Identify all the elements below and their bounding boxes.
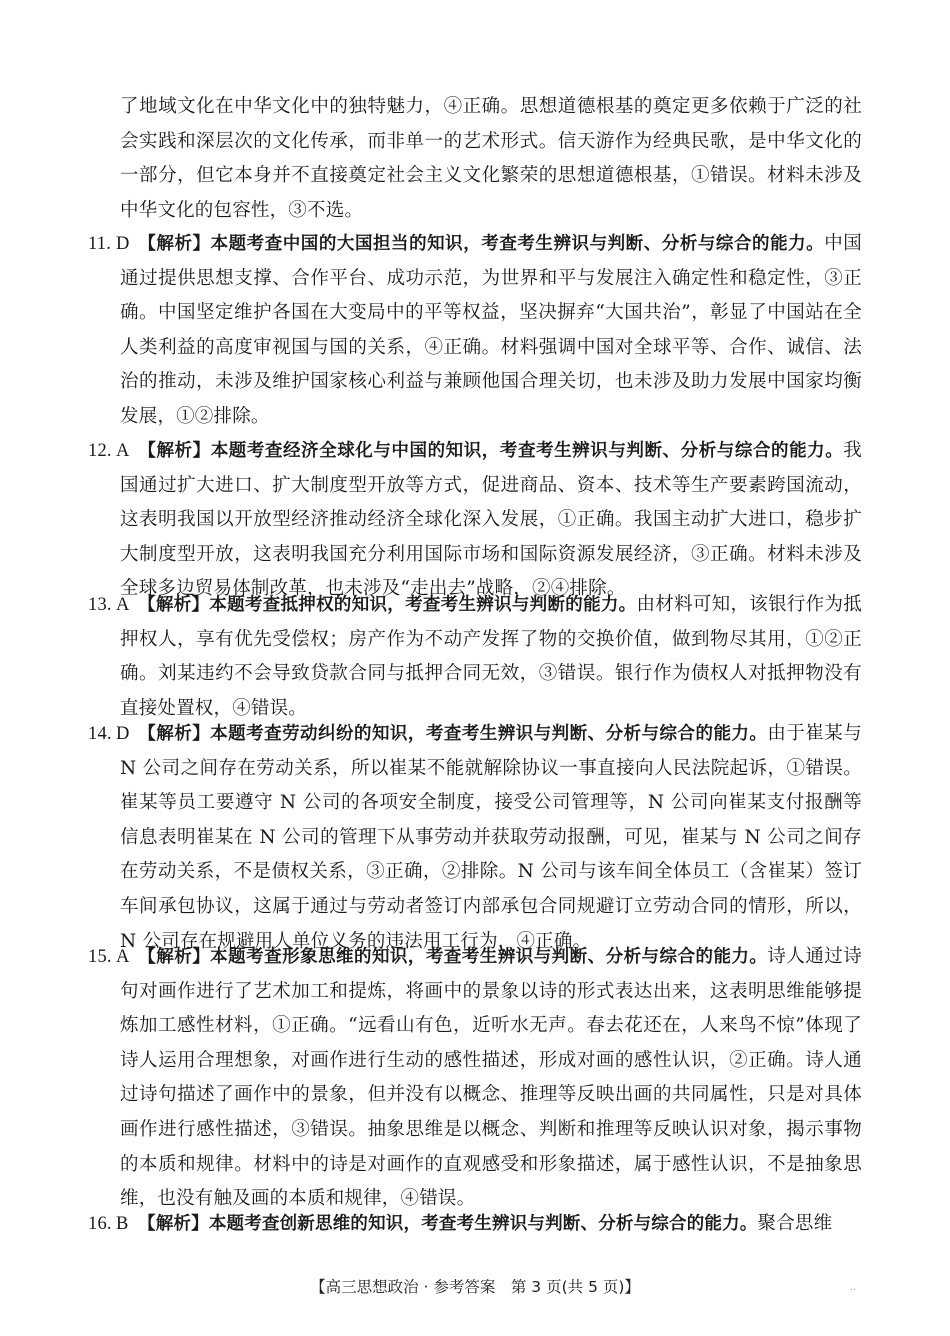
question-15 [88, 940, 862, 1217]
question-body [88, 434, 862, 607]
continued-paragraph-text: 了地域文化在中华文化中的独特魅力，④正确。思想道德根基的奠定更多依赖于广泛的社会实践和深层次的文化传承，而非单一的艺术形式。信天游作为经典民歌，是中华文化的一部分，但它本身并不直接奠定社会主义文化繁荣的思想道德根基，①错误。材料未涉及中华文化的包容性，③不选。 [120, 96, 862, 221]
question-body [88, 717, 862, 959]
question-16 [88, 1207, 862, 1242]
question-12 [88, 434, 862, 607]
analysis-intro: 本题考查中国的大国担当的知识，考查考生辨识与判断、分析与综合的能力。 [210, 234, 825, 254]
corner-mark: .. [850, 1282, 857, 1293]
analysis-tag: 【解析】 [138, 595, 210, 615]
analysis-tag: 【解析】 [138, 441, 211, 461]
question-number: 14. [88, 724, 112, 744]
question-body [88, 227, 862, 435]
answer-letter: B [116, 1214, 129, 1234]
analysis-text: 聚合思维 [757, 1213, 833, 1234]
analysis-text: 我国通过扩大进口、扩大制度型开放等方式，促进商品、资本、技术等生产要素跨国流动，这表明我国以开放型经济推动经济全球化深入发展，①正确。我国主动扩大进口，稳步扩大制度型开放，这表明我国充分利用国际市场和国际资源发展经济，③正确。材料未涉及全球多边贸易体制改革，也未涉及“走出去”战略，②④排除。 [120, 440, 862, 600]
answer-letter: A [116, 441, 130, 461]
question-number: 16. [88, 1214, 112, 1234]
question-number: 13. [88, 595, 112, 615]
analysis-intro: 本题考查抵押权的知识，考查考生辨识与判断的能力。 [209, 595, 637, 615]
answer-letter: D [116, 724, 130, 744]
question-body [88, 940, 862, 1217]
analysis-intro: 本题考查形象思维的知识，考查考生辨识与判断、分析与综合的能力。 [210, 947, 768, 967]
analysis-text: 中国通过提供思想支撑、合作平台、成功示范，为世界和平与发展注入确定性和稳定性，③正确。中国坚定维护各国在大变局中的平等权益，坚决摒弃“大国共治”，彰显了中国站在全人类利益的高度审视国与国的关系，④正确。材料强调中国对全球平等、合作、诚信、法治的推动，未涉及维护国家核心利益与兼顾他国合理关切，也未涉及助力发展中国家均衡发展，①②排除。 [120, 233, 862, 427]
answer-letter: A [116, 595, 130, 615]
question-body [88, 588, 862, 726]
analysis-text: 由于崔某与 N 公司之间存在劳动关系，所以崔某不能就解除协议一事直接向人民法院起诉，①错误。崔某等员工要遵守 N 公司的各项安全制度，接受公司管理等，N 公司向崔某支付报酬等信息表明崔某在 N 公司的管理下从事劳动并获取劳动报酬，可见，崔某与 N 公司之间存在劳动关系，不是债权关系，③正确，②排除。N 公司与该车间全体员工（含崔某）签订车间承包协议，这属于通过与劳动者签订内部承包合同规避订立劳动合同的情形，所以，N 公司存在规避用人单位义务的违法用工行为，④正确。 [120, 723, 862, 952]
analysis-text: 诗人通过诗句对画作进行了艺术加工和提炼，将画中的景象以诗的形式表达出来，这表明思维能够提炼加工感性材料，①正确。“远看山有色，近听水无声。春去花还在，人来鸟不惊”体现了诗人运用合理想象，对画作进行生动的感性描述，形成对画的感性认识，②正确。诗人通过诗句描述了画作中的景象，但并没有以概念、推理等反映出画的共同属性，只是对具体画作进行感性描述，③错误。抽象思维是以概念、判断和推理等反映认识对象，揭示事物的本质和规律。材料中的诗是对画作的直观感受和形象描述，属于感性认识，不是抽象思维，也没有触及画的本质和规律，④错误。 [120, 946, 862, 1210]
question-body [88, 1207, 862, 1242]
page-footer: 【高三思想政治 · 参考答案 第 3 页(共 5 页)】 [310, 1278, 640, 1296]
analysis-tag: 【解析】 [138, 947, 211, 967]
analysis-text: 由材料可知，该银行作为抵押权人，享有优先受偿权；房产作为不动产发挥了物的交换价值，做到物尽其用，①②正确。刘某违约不会导致贷款合同与抵押合同无效，③错误。银行作为债权人对抵押物没有直接处置权，④错误。 [120, 594, 862, 719]
answer-letter: A [116, 947, 130, 967]
question-13 [88, 588, 862, 726]
question-number: 15. [88, 947, 112, 967]
answer-letter: D [116, 234, 130, 254]
question-number: 12. [88, 441, 112, 461]
question-11 [88, 227, 862, 435]
continued-paragraph [120, 90, 862, 228]
analysis-tag: 【解析】 [138, 724, 211, 744]
analysis-tag: 【解析】 [138, 234, 211, 254]
question-number: 11. [88, 234, 112, 254]
question-14 [88, 717, 862, 959]
analysis-tag: 【解析】 [138, 1214, 209, 1234]
analysis-intro: 本题考查创新思维的知识，考查考生辨识与判断、分析与综合的能力。 [208, 1214, 758, 1234]
analysis-intro: 本题考查劳动纠纷的知识，考查考生辨识与判断、分析与综合的能力。 [210, 724, 768, 744]
analysis-intro: 本题考查经济全球化与中国的知识，考查考生辨识与判断、分析与综合的能力。 [210, 441, 844, 461]
